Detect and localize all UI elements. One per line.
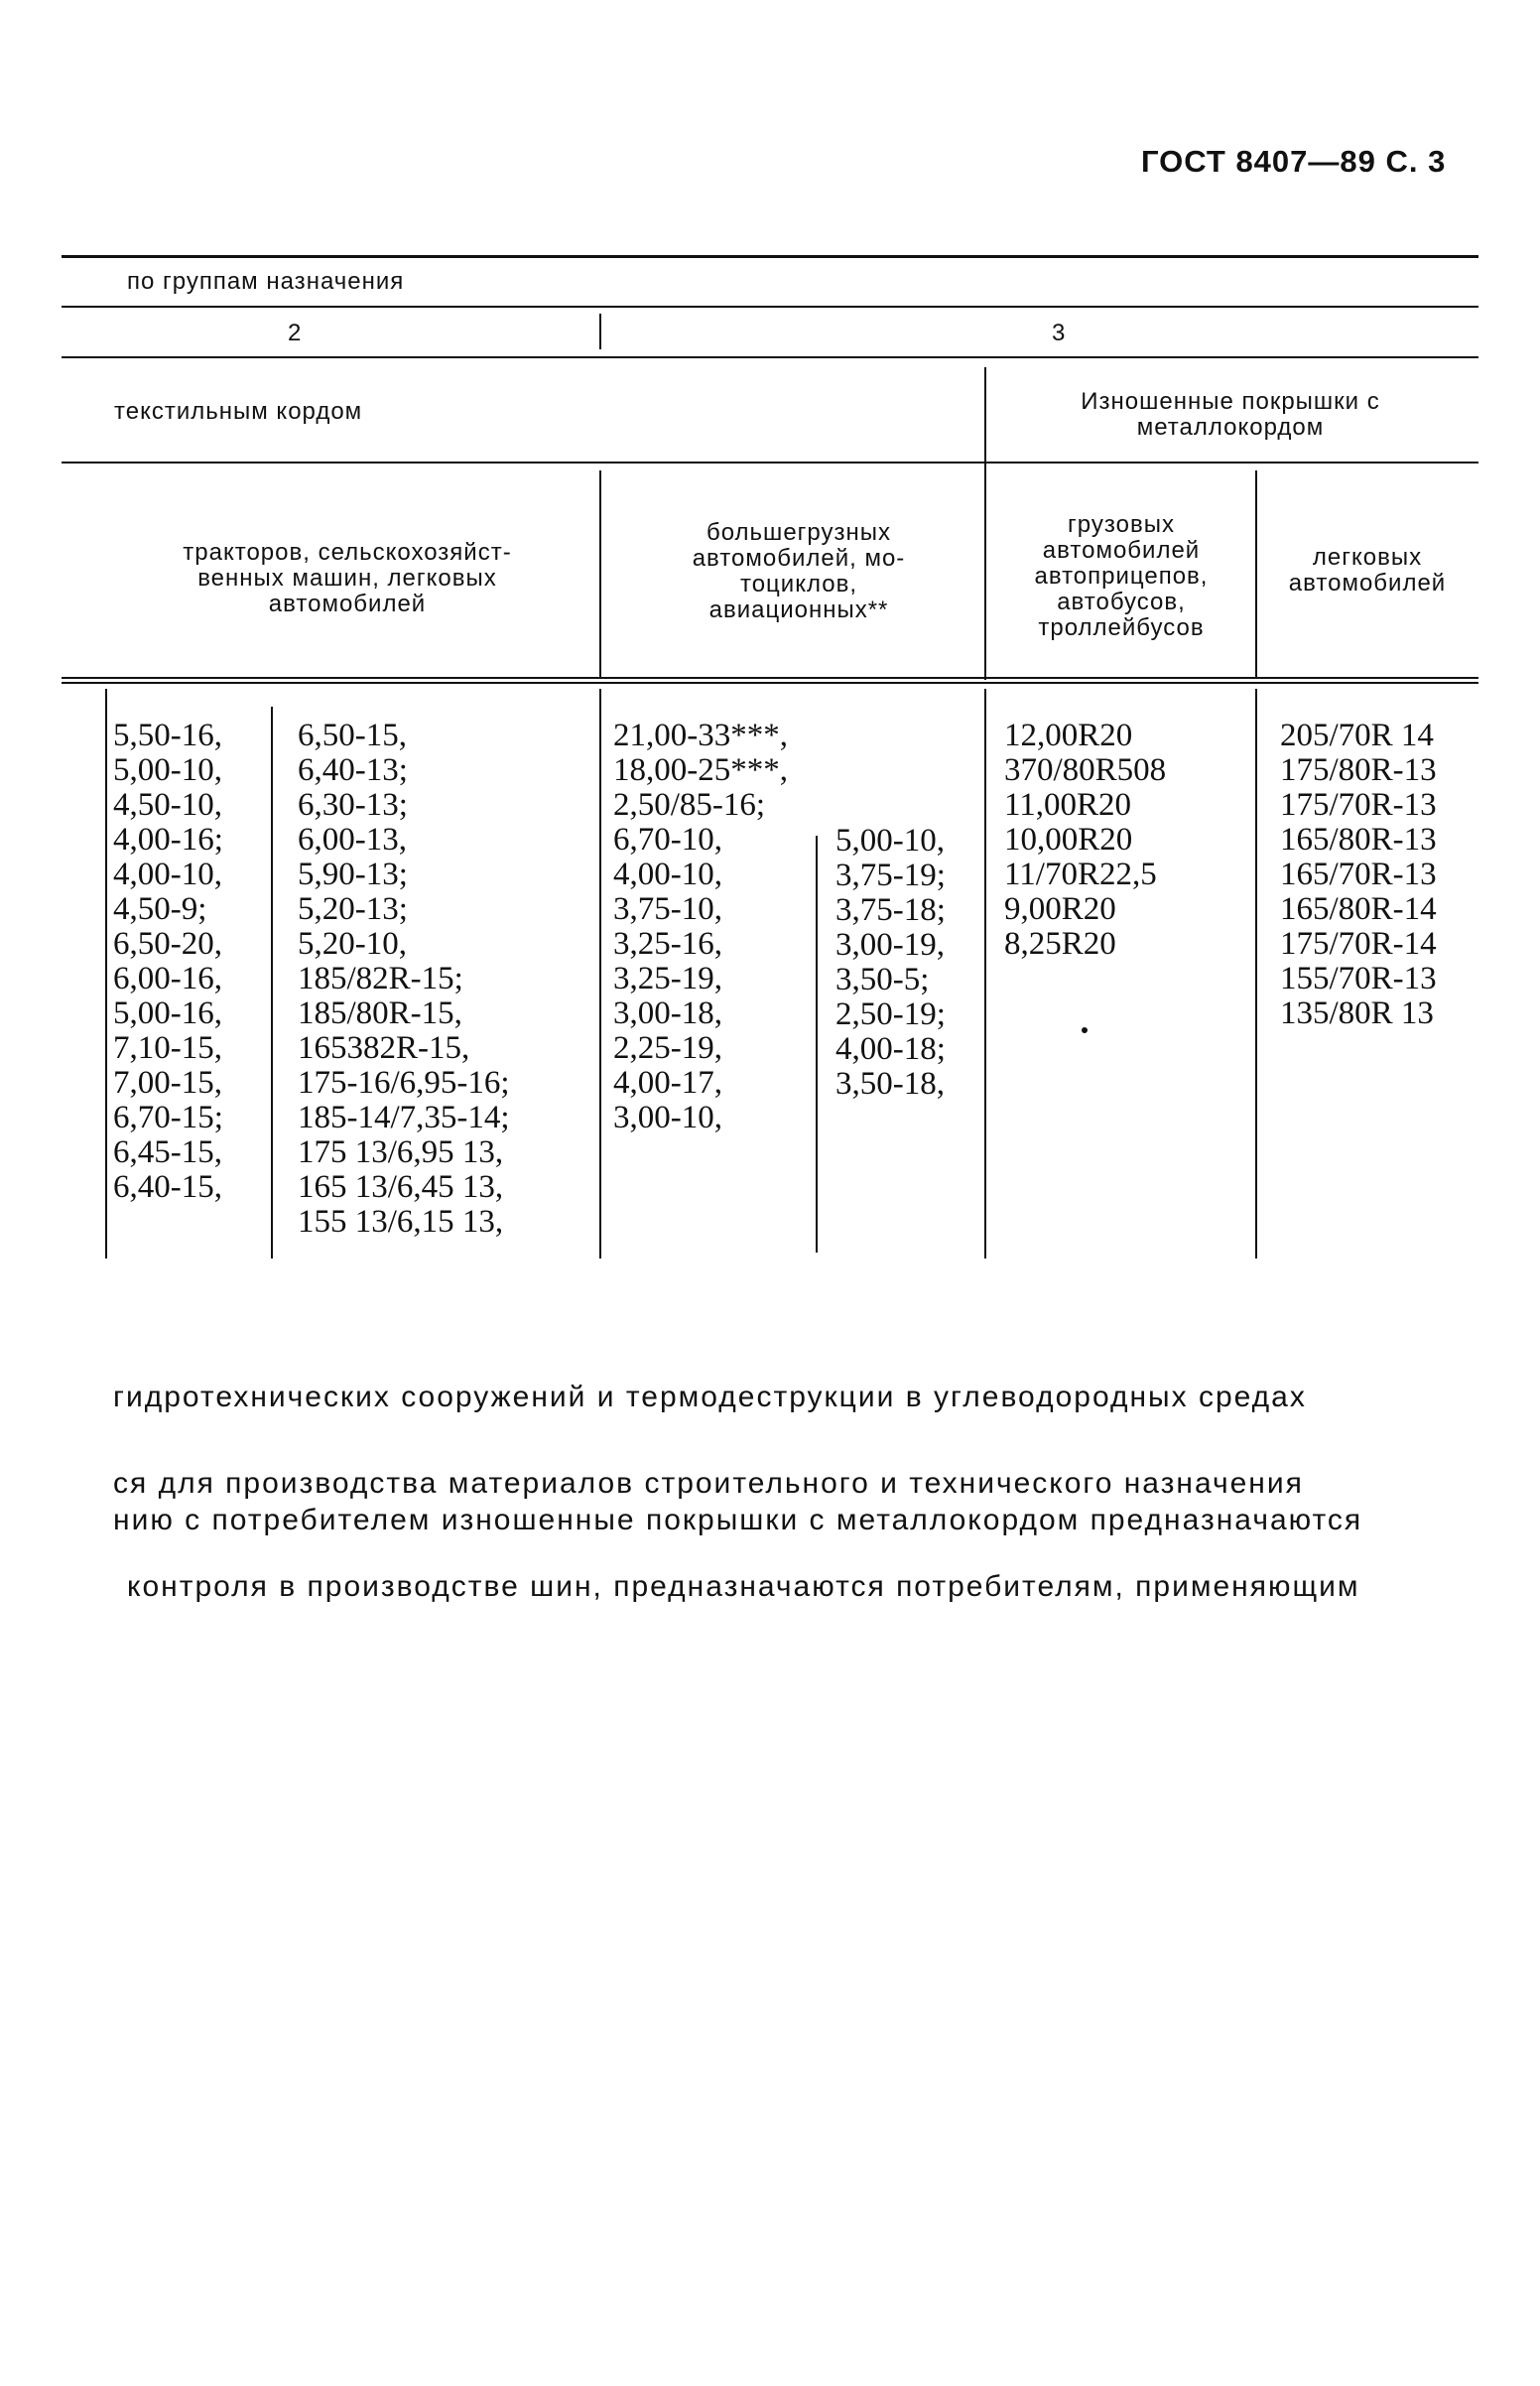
body-divider-bc [599,689,601,1259]
group-header-metal: Изношенные покрышки с металлокордом [1081,388,1380,441]
tire-size-cell: 5,00-10, [113,752,222,788]
rule-colnum-bottom [62,356,1478,358]
tire-size-cell: 6,70-10, [613,822,722,858]
tire-size-cell: 6,45-15, [113,1134,222,1170]
rule-caption-bottom [62,306,1478,308]
tire-size-cell: 6,70-15; [113,1100,223,1135]
subheader-trucks: грузовых автомобилей автоприцепов, автобусов, троллейбусов [1034,511,1209,641]
tire-size-cell: 135/80R 13 [1280,995,1434,1031]
group-header-textile: текстильным кордом [114,398,363,425]
tire-size-cell: 4,50-10, [113,787,222,823]
tire-size-cell: 175-16/6,95-16; [298,1065,510,1101]
table-top-rule [62,255,1478,258]
tire-size-cell: 370/80R508 [1004,752,1167,788]
tire-size-cell: 3,25-19, [613,961,722,996]
tire-size-cell: 12,00R20 [1004,718,1133,753]
table-caption: по группам назначения [127,268,405,295]
subheader-tractors: тракторов, сельскохозяйст-венных машин, легковых автомобилей [183,539,512,617]
tire-size-cell: 175/80R-13 [1280,752,1437,788]
tire-size-cell: 5,20-13; [298,891,408,927]
column-number-2: 2 [288,320,303,346]
tire-size-cell: 3,50-18, [835,1066,945,1102]
tire-size-cell: 9,00R20 [1004,891,1116,927]
page-header: ГОСТ 8407—89 С. 3 [1141,144,1447,179]
tire-size-cell: 6,40-13; [298,752,408,788]
tire-size-cell: 185-14/7,35-14; [298,1100,510,1135]
tire-size-cell: 165/80R-14 [1280,891,1437,927]
tire-size-cell: 11/70R22,5 [1004,857,1157,892]
tire-size-cell: 3,00-18, [613,995,722,1031]
tire-size-cell: 4,00-10, [113,857,222,892]
tire-size-cell: 2,50-19; [835,996,946,1032]
text-line-3: нию с потребителем изношенные покрышки с металлокордом предназначаются [113,1504,1363,1536]
column-tractor-sizes-b [298,719,510,1240]
body-divider-cd [816,836,818,1253]
tire-size-cell: 165 13/6,45 13, [298,1169,504,1205]
tire-size-cell: 7,00-15, [113,1065,222,1101]
tire-size-cell: 3,00-10, [613,1100,722,1135]
tire-size-cell: 6,30-13; [298,787,408,823]
text-line-2: ся для производства материалов строительного и технического назначения [113,1467,1304,1500]
tire-size-cell: 5,90-13; [298,857,408,892]
tire-size-cell: 3,75-18; [835,892,946,928]
tire-size-cell: 4,00-16; [113,822,223,858]
tire-size-cell: 8,25R20 [1004,926,1116,962]
tire-size-cell: 155/70R-13 [1280,961,1437,996]
tire-size-cell: 165/70R-13 [1280,857,1437,892]
body-divider-de [984,689,986,1259]
text-line-4: контроля в производстве шин, предназначаются потребителям, применяющим [127,1570,1360,1603]
colnum-divider [599,314,601,349]
tire-size-cell: 185/80R-15, [298,995,462,1031]
column-heavy-sizes-a [613,719,788,1135]
column-car-sizes [1280,719,1437,1031]
tire-size-cell: 3,75-10, [613,891,722,927]
body-divider-ab [271,707,273,1259]
rule-header-bottom-2 [62,682,1478,684]
tire-size-cell: 4,00-10, [613,857,722,892]
text-line-1: гидротехнических сооружений и термодеструкции в углеводородных средах [113,1381,1307,1413]
subheader-divider-2 [1255,470,1257,677]
tire-size-cell: 175 13/6,95 13, [298,1134,504,1170]
rule-group-bottom [62,462,1478,464]
tire-size-cell: 5,00-10, [835,823,945,859]
tire-size-cell: 165382R-15, [298,1030,470,1066]
tire-size-cell: 185/82R-15; [298,961,463,996]
tire-size-cell: 175/70R-14 [1280,926,1437,962]
body-divider-ef [1255,689,1257,1259]
tire-size-cell: 4,00-18; [835,1031,946,1067]
tire-size-cell: 2,50/85-16; [613,787,766,823]
body-left-rule [105,689,107,1259]
ink-dot [1082,1027,1088,1033]
tire-size-cell: 3,00-19, [835,927,945,963]
tire-size-cell: 3,50-5; [835,962,930,997]
tire-size-cell: 6,00-13, [298,822,407,858]
tire-size-cell: 4,00-17, [613,1065,722,1101]
tire-size-cell: 5,50-16, [113,718,222,753]
tire-size-cell: 3,75-19; [835,858,946,893]
tire-size-cell: 6,50-20, [113,926,222,962]
tire-size-cell: 5,20-10, [298,926,407,962]
tire-size-cell: 7,10-15, [113,1030,222,1066]
subheader-cars: легковых автомобилей [1288,544,1447,596]
tire-size-cell: 21,00-33***, [613,718,788,753]
subheader-divider-1 [599,470,601,677]
tire-size-cell: 6,50-15, [298,718,407,753]
tire-size-cell: 18,00-25***, [613,752,788,788]
tire-size-cell: 165/80R-13 [1280,822,1437,858]
tire-size-cell: 175/70R-13 [1280,787,1437,823]
tire-size-cell: 11,00R20 [1004,787,1132,823]
tire-size-cell: 10,00R20 [1004,822,1133,858]
column-heavy-sizes-b [835,824,946,1102]
tire-size-cell: 205/70R 14 [1280,718,1434,753]
tire-size-cell: 155 13/6,15 13, [298,1204,504,1240]
rule-header-bottom-1 [62,677,1478,679]
tire-size-cell: 3,25-16, [613,926,722,962]
subheader-heavy: большегрузных автомобилей, мо-тоциклов, авиационных** [692,519,906,623]
group-divider [984,367,986,680]
tire-size-cell: 5,00-16, [113,995,222,1031]
tire-size-cell: 6,40-15, [113,1169,222,1205]
column-number-3: 3 [1052,320,1067,346]
column-tractor-sizes-a [113,719,223,1205]
column-truck-sizes [1004,719,1166,962]
tire-size-cell: 2,25-19, [613,1030,722,1066]
tire-size-cell: 4,50-9; [113,891,207,927]
tire-size-cell: 6,00-16, [113,961,222,996]
